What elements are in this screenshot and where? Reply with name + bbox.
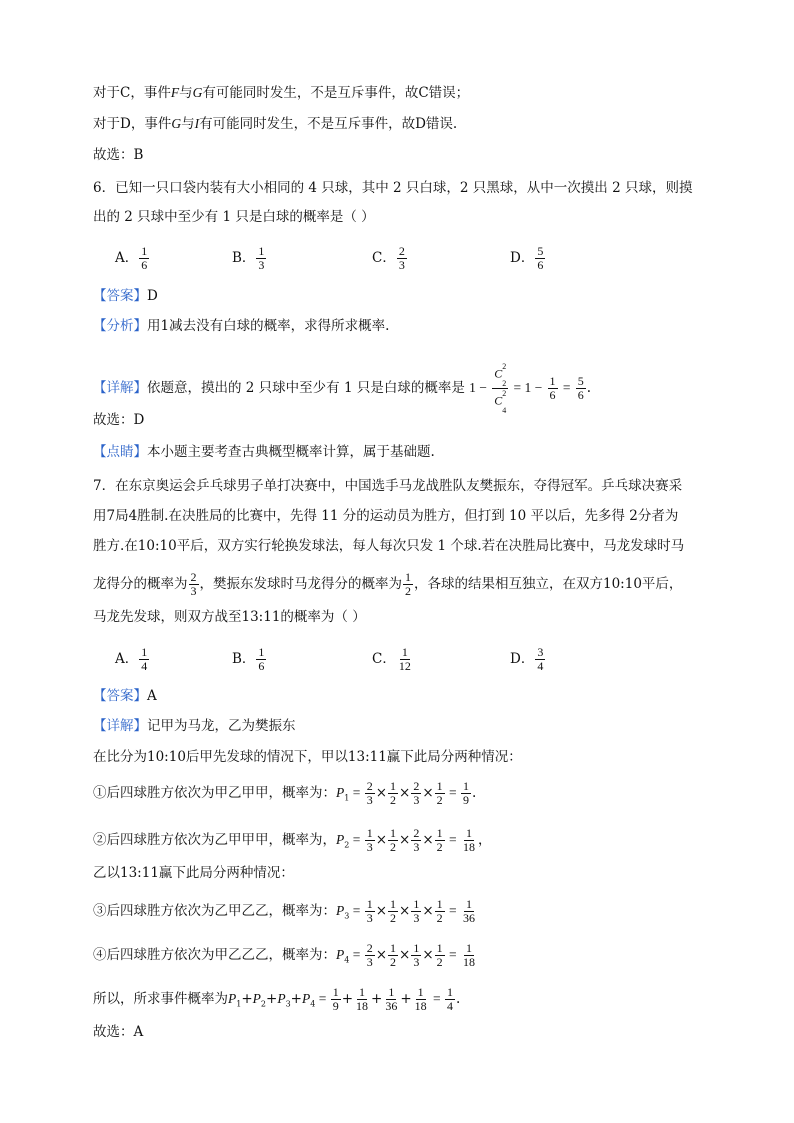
q6-option-b: B． $\frac{1}{3}$ xyxy=(232,244,265,272)
q7-option-d: D． $\frac{3}{4}$ xyxy=(510,645,544,673)
q7-answer: 【答案】A xyxy=(93,688,157,704)
text-line-c: 对于C，事件F与G有可能同时发生，不是互斥事件，故C错误； xyxy=(93,85,470,101)
q7-option-c: C． $\frac{1}{12}$ xyxy=(372,645,411,673)
q7-case-4: ④后四球胜方依次为甲乙乙乙，概率为：$P_4$ = $\frac{2}{3}$ × $\frac{1}{2}$ × $\frac{1}{3}$ × $\frac{1}{2}$ = $\frac{1}{18}$ xyxy=(93,941,476,969)
q7-option-b: B． $\frac{1}{6}$ xyxy=(232,645,265,673)
q7-case-2: ②后四球胜方依次为乙甲甲甲，概率为，$P_2$ = $\frac{1}{3}$ × $\frac{1}{2}$ × $\frac{2}{3}$ × $\frac{1}{2}$ = $\frac{1}{18}$ ， xyxy=(93,826,492,854)
q6-stem-line1: 6．已知一只口袋内装有大小相同的 4 只球，其中 2 只白球，2 只黑球，从中一次摸出 2 只球，则摸 xyxy=(93,180,693,196)
q7-yi-intro: 乙以13:11赢下此局分两种情况： xyxy=(93,865,294,881)
q7-total: 所以，所求事件概率为$P_1+P_2+P_3+P_4$ = $\frac{1}{9}$ + $\frac{1}{18}$ + $\frac{1}{36}$ + $\frac{1}{18}$ = $\frac{1}{4}$ . xyxy=(93,985,461,1013)
q7-conclusion: 故选：A xyxy=(93,1024,144,1040)
q6-conclusion: 故选：D xyxy=(93,412,145,428)
q6-comment: 【点睛】本小题主要考查古典概型概率计算，属于基础题. xyxy=(93,444,435,460)
q7-option-a: A． $\frac{1}{4}$ xyxy=(115,645,148,673)
q7-case-intro: 在比分为10:10后甲先发球的情况下，甲以13:11赢下此局分两种情况： xyxy=(93,749,522,765)
text-line-d: 对于D，事件G与I有可能同时发生，不是互斥事件，故D错误. xyxy=(93,116,458,132)
q7-case-3: ③后四球胜方依次为乙甲乙乙，概率为：$P_3$ = $\frac{1}{3}$ × $\frac{1}{2}$ × $\frac{1}{3}$ × $\frac{1}{2}$ = $\frac{1}{36}$ xyxy=(93,897,476,925)
q6-detail: 【详解】依题意，摸出的 2 只球中至少有 1 只是白球的概率是 1 − $C^2$ $_2$ $C^2$ $_4$ = 1 − $\frac{1}{6}$ = $\frac{5}{6}$ . xyxy=(93,362,592,415)
q7-stem-line2: 用7局4胜制.在决胜局的比赛中，先得 11 分的运动员为胜方，但打到 10 平以后，先多得 2分者为 xyxy=(93,508,679,524)
answer-line-b: 故选：B xyxy=(93,147,144,163)
q7-stem-line4: 龙得分的概率为 $\frac{2}{3}$ ，樊振东发球时马龙得分的概率为 $\frac{1}{2}$ ，各球的结果相互独立，在双方10:10平后， xyxy=(93,570,683,598)
q6-stem-line2: 出的 2 只球中至少有 1 只是白球的概率是（ ） xyxy=(93,209,375,225)
q7-stem-line5: 马龙先发球，则双方战至13:11的概率为（ ） xyxy=(93,609,366,625)
q7-case-1: ①后四球胜方依次为甲乙甲甲，概率为：$P_1$ = $\frac{2}{3}$ × $\frac{1}{2}$ × $\frac{2}{3}$ × $\frac{1}{2}$ = $\frac{1}{9}$ . xyxy=(93,779,477,807)
q7-detail: 【详解】记甲为马龙，乙为樊振东 xyxy=(93,718,296,734)
q6-analysis: 【分析】用1减去没有白球的概率，求得所求概率. xyxy=(93,318,390,334)
q7-stem-line3: 胜方.在10:10平后，双方实行轮换发球法，每人每次只发 1 个球.若在决胜局比赛中，马龙发球时马 xyxy=(93,538,685,554)
q7-stem-line1: 7．在东京奥运会乒乓球男子单打决赛中，中国选手马龙战胜队友樊振东，夺得冠军。乒乓球决赛采 xyxy=(93,478,683,494)
q6-option-c: C． $\frac{2}{3}$ xyxy=(372,244,405,272)
q6-option-d: D． $\frac{5}{6}$ xyxy=(510,244,544,272)
q6-option-a: A． $\frac{1}{6}$ xyxy=(115,244,148,272)
q6-answer: 【答案】D xyxy=(93,288,158,304)
